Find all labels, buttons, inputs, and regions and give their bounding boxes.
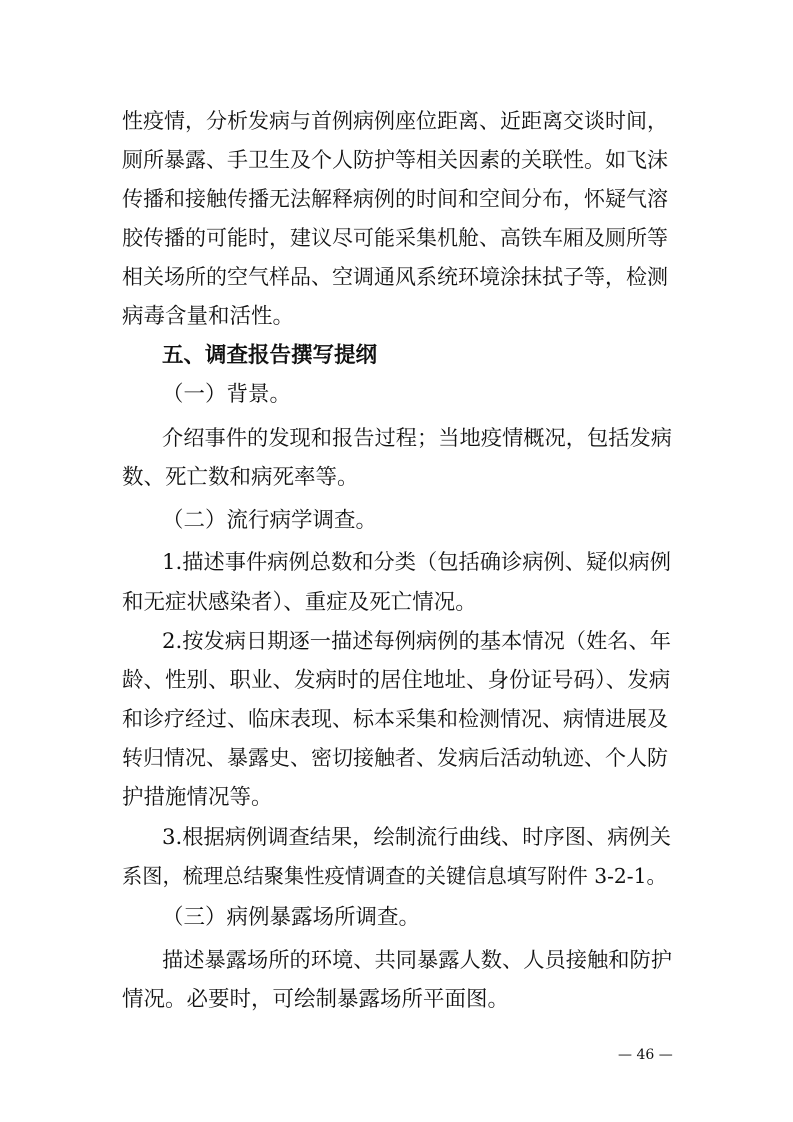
list-item-text: 3.根据病例调查结果，绘制流行曲线、时序图、病例关 [162, 825, 672, 850]
subsection-heading: （三）病例暴露场所调查。 [162, 905, 421, 930]
subsection-heading: （一）背景。 [162, 382, 292, 407]
body-text-line: 数、死亡数和病死率等。 [122, 465, 359, 490]
body-text-line: 系图，梳理总结聚集性疫情调查的关键信息填写附件 3-2-1。 [122, 864, 667, 888]
body-text-line: 龄、性别、职业、发病时的居住地址、身份证号码）、发病 [122, 668, 671, 693]
body-text-line: 和无症状感染者）、重症及死亡情况。 [122, 590, 477, 615]
body-text-line: 厕所暴露、手卫生及个人防护等相关因素的关联性。如飞沫 [122, 148, 668, 172]
list-item-text: 2.按发病日期逐一描述每例病例的基本情况（姓名、年 [162, 629, 672, 654]
list-item-text: 1.描述事件病例总数和分类（包括确诊病例、疑似病例 [162, 550, 672, 575]
body-text-line: 转归情况、暴露史、密切接触者、发病后活动轨迹、个人防 [122, 746, 668, 770]
body-text-line: 情况。必要时，可绘制暴露场所平面图。 [122, 987, 510, 1012]
body-text-line: 病毒含量和活性。 [122, 304, 295, 329]
body-text-line: 胶传播的可能时，建议尽可能采集机舱、高铁车厢及厕所等 [122, 226, 668, 250]
body-text-line: 描述暴露场所的环境、共同暴露人数、人员接触和防护 [162, 948, 673, 973]
subsection-heading: （二）流行病学调查。 [162, 508, 378, 533]
body-text-line: 护措施情况等。 [122, 785, 273, 810]
body-text-line: 传播和接触传播无法解释病例的时间和空间分布，怀疑气溶 [122, 187, 668, 211]
body-text-line: 性疫情，分析发病与首例病例座位距离、近距离交谈时间， [122, 109, 668, 133]
page-number: — 46 — [618, 1047, 673, 1063]
body-text-line: 和诊疗经过、临床表现、标本采集和检测情况、病情进展及 [122, 707, 668, 731]
body-text-line: 介绍事件的发现和报告过程；当地疫情概况，包括发病 [162, 426, 673, 451]
section-heading: 五、调查报告撰写提纲 [162, 343, 378, 368]
body-text-line: 相关场所的空气样品、空调通风系统环境涂抹拭子等，检测 [122, 265, 668, 289]
